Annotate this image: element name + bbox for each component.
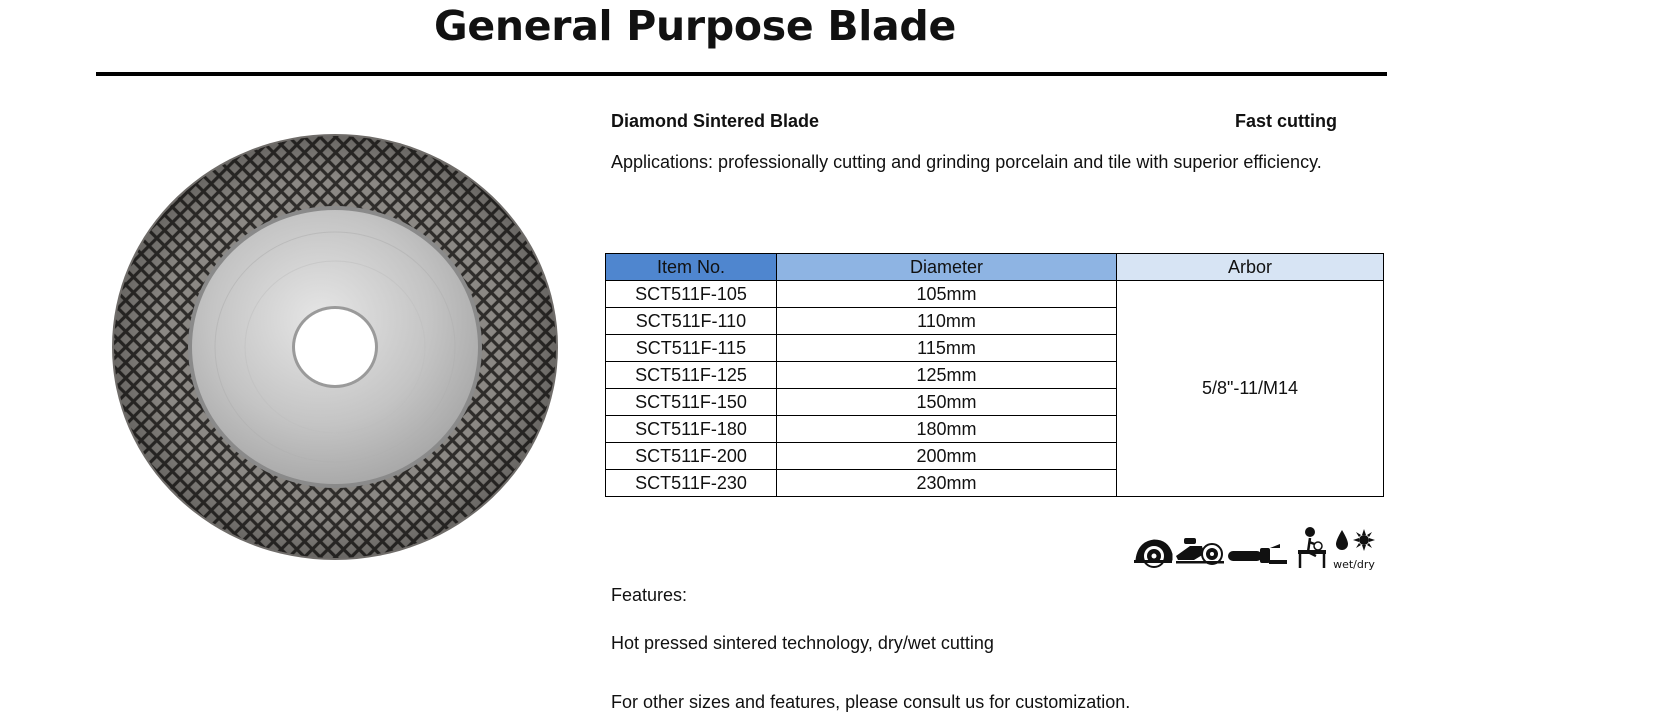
item-no-cell: SCT511F-125 [606, 362, 777, 389]
cut-off-saw-icon [1176, 538, 1224, 564]
item-no-cell: SCT511F-105 [606, 281, 777, 308]
diameter-cell: 230mm [777, 470, 1117, 497]
diameter-cell: 200mm [777, 443, 1117, 470]
diameter-cell: 115mm [777, 335, 1117, 362]
spec-table [605, 253, 1384, 497]
header-item-no: Item No. [606, 254, 777, 281]
item-no-cell: SCT511F-230 [606, 470, 777, 497]
diameter-cell: 180mm [777, 416, 1117, 443]
tile-saw-operator-icon [1298, 527, 1326, 568]
item-no-cell: SCT511F-200 [606, 443, 777, 470]
features-label: Features: [611, 585, 688, 605]
page-title: General Purpose Blade [434, 2, 956, 50]
header-diameter: Diameter [777, 254, 1117, 281]
item-no-cell: SCT511F-115 [606, 335, 777, 362]
product-name: Diamond Sintered Blade [611, 111, 820, 131]
customization-note: For other sizes and features, please consult us for customization. [611, 692, 1131, 712]
product-tagline: Fast cutting [1235, 111, 1337, 131]
item-no-cell: SCT511F-110 [606, 308, 777, 335]
applications-text: Applications: professionally cutting and grinding porcelain and tile with superior efficiency. [611, 152, 1322, 172]
diameter-cell: 125mm [777, 362, 1117, 389]
title-divider [96, 72, 1387, 76]
circular-saw-icon [1134, 540, 1172, 567]
header-arbor: Arbor [1117, 254, 1384, 281]
spec-table-header [606, 254, 1384, 281]
item-no-cell: SCT511F-150 [606, 389, 777, 416]
features-text: Hot pressed sintered technology, dry/wet cutting [611, 633, 994, 653]
diamond-blade-image [110, 132, 560, 562]
usage-icons [1132, 524, 1388, 572]
angle-grinder-icon [1228, 544, 1287, 564]
table-row [606, 281, 1384, 308]
arbor-cell: 5/8"-11/M14 [1117, 281, 1384, 497]
diameter-cell: 105mm [777, 281, 1117, 308]
wet-dry-label: wet/dry [1333, 558, 1375, 571]
diameter-cell: 150mm [777, 389, 1117, 416]
diameter-cell: 110mm [777, 308, 1117, 335]
wet-dry-icon [1333, 529, 1375, 571]
item-no-cell: SCT511F-180 [606, 416, 777, 443]
